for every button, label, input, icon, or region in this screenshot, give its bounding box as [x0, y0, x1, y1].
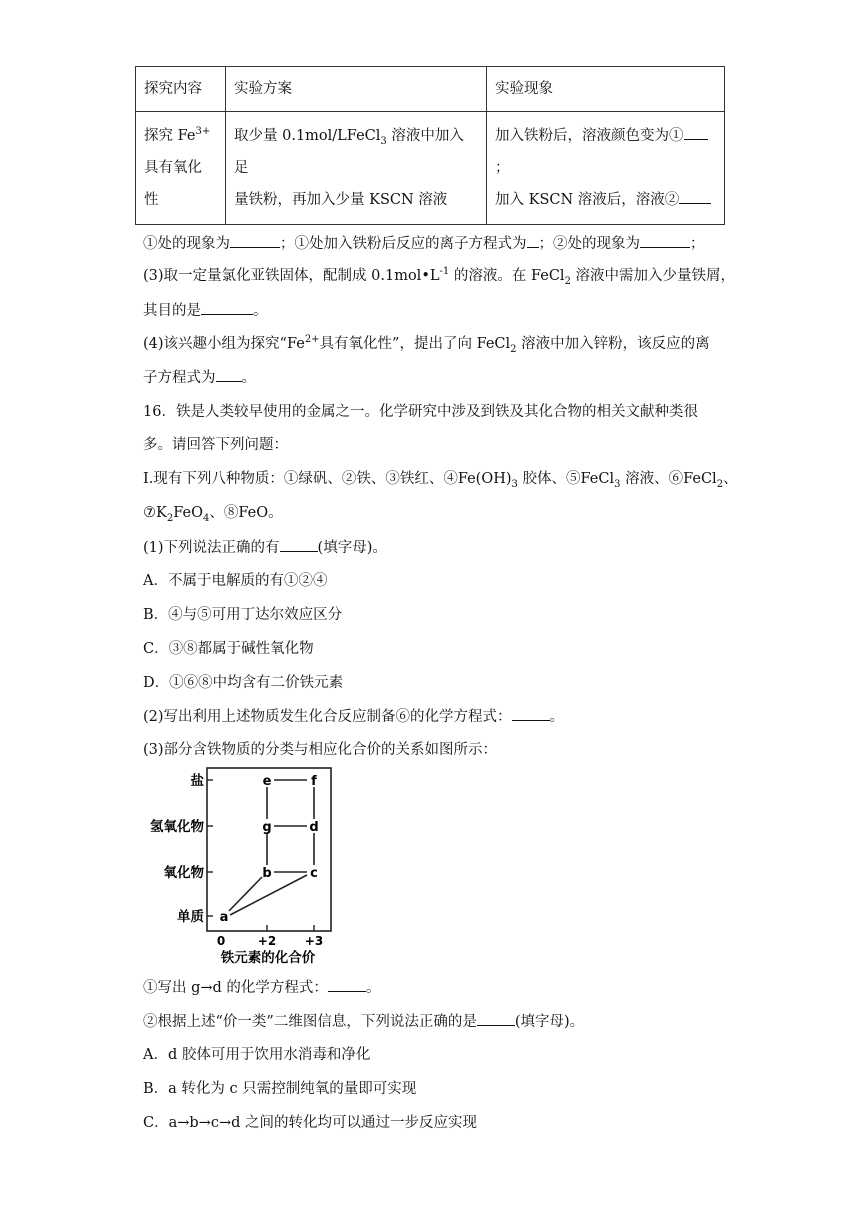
- x-tick-label: +3: [304, 934, 324, 948]
- header-cell: 实验方案: [226, 67, 487, 112]
- text: 、⑧FeO。: [209, 505, 283, 521]
- answer-blank[interactable]: [527, 233, 539, 248]
- option-b: B．④与⑤可用丁达尔效应区分: [143, 607, 343, 623]
- experiment-table: [135, 66, 725, 225]
- subscript: 3: [380, 135, 387, 147]
- answer-blank[interactable]: [280, 537, 318, 552]
- node-a: a: [219, 910, 229, 925]
- text: ①写出 g→d 的化学方程式：: [143, 980, 328, 996]
- text: (4)该兴趣小组为探究“Fe: [143, 336, 305, 352]
- plan-cell: [226, 112, 487, 225]
- answer-blank[interactable]: [230, 233, 280, 248]
- question-16-title: 16．铁是人类较早使用的金属之一。化学研究中涉及到铁及其化合物的相关文献种类很: [143, 404, 698, 420]
- text: 子方程式为: [143, 370, 216, 386]
- text: ；①处加入铁粉后反应的离子方程式为: [280, 236, 527, 252]
- content-text: 探究 Fe: [144, 128, 196, 144]
- text: 、: [723, 471, 738, 487]
- node-g: g: [262, 820, 272, 835]
- subscript: 3: [614, 478, 621, 490]
- answer-blank[interactable]: [684, 125, 708, 140]
- text: (填字母)。: [514, 1014, 585, 1030]
- text: ；: [690, 236, 705, 252]
- question-line: [143, 1011, 584, 1032]
- subscript: 2: [716, 478, 724, 490]
- text: ②根据上述“价一类”二维图信息，下列说法正确的是: [143, 1014, 477, 1030]
- node-b: b: [262, 866, 272, 881]
- text: ；②处的现象为: [538, 236, 640, 252]
- plan-text: 量铁粉，再加入少量 KSCN 溶液: [234, 192, 448, 208]
- table-header-row: [136, 67, 725, 112]
- question-line: [143, 233, 705, 254]
- phenomenon-text: 加入 KSCN 溶液后，溶液②: [495, 192, 680, 208]
- text: 。: [365, 980, 381, 996]
- text: (填字母)。: [317, 540, 387, 556]
- x-tick-label: +2: [257, 934, 277, 948]
- node-c: c: [310, 866, 318, 881]
- connection-lines: [229, 780, 314, 915]
- content-cell: [136, 112, 226, 225]
- text: 。: [253, 303, 268, 319]
- question-line: 多。请回答下列问题：: [143, 437, 288, 453]
- subscript: 4: [202, 512, 210, 524]
- text: (3)取一定量氯化亚铁固体，配制成 0.1mol•L: [143, 268, 440, 284]
- option-a: A．不属于电解质的有①②④: [143, 573, 328, 589]
- answer-blank[interactable]: [512, 706, 550, 721]
- content-text: 性: [144, 192, 159, 208]
- text: I.现有下列八种物质：①绿矾、②铁、③铁红、④Fe(OH): [143, 471, 512, 487]
- node-d: d: [309, 820, 319, 835]
- text: 溶液中加入锌粉，该反应的离: [516, 336, 710, 352]
- subscript: 2: [166, 512, 174, 524]
- answer-blank[interactable]: [216, 367, 242, 382]
- header-cell: 实验现象: [487, 67, 725, 112]
- text: 其目的是: [143, 303, 201, 319]
- text: 溶液中需加入少量铁屑，: [570, 268, 736, 284]
- header-cell: 探究内容: [136, 67, 226, 112]
- answer-blank[interactable]: [477, 1011, 515, 1026]
- text: (2)写出利用上述物质发生化合反应制备⑥的化学方程式：: [143, 709, 512, 725]
- plan-text: 溶液中加入足: [234, 128, 464, 176]
- answer-blank[interactable]: [640, 233, 690, 248]
- text: 。: [241, 370, 256, 386]
- phenomenon-text: ；: [495, 160, 510, 176]
- text: 具有氧化性”，提出了向 FeCl: [319, 336, 511, 352]
- y-label-hydroxide: 氢氧化物: [150, 819, 204, 835]
- subscript: 2: [564, 275, 571, 287]
- text: 。: [549, 709, 565, 725]
- node-f: f: [311, 774, 317, 789]
- phenomenon-cell: [487, 112, 725, 225]
- subscript: 2: [510, 343, 517, 355]
- question-line: [143, 334, 710, 354]
- option-c: C．③⑧都属于碱性氧化物: [143, 641, 314, 657]
- question-line: [143, 537, 387, 558]
- text: ⑦K: [143, 505, 167, 521]
- subscript: 3: [511, 478, 518, 490]
- plan-text: 取少量 0.1mol/LFeCl: [234, 128, 381, 144]
- question-line: [143, 503, 283, 523]
- option-d: D．①⑥⑧中均含有二价铁元素: [143, 675, 344, 691]
- phenomenon-text: 加入铁粉后，溶液颜色变为①: [495, 128, 684, 144]
- question-line: [143, 367, 256, 388]
- option-a: A．d 胶体可用于饮用水消毒和净化: [143, 1047, 371, 1063]
- x-axis-title: 铁元素的化合价: [220, 950, 316, 966]
- answer-blank[interactable]: [679, 189, 711, 204]
- question-line: [143, 706, 564, 727]
- answer-blank[interactable]: [328, 977, 366, 992]
- question-line: [143, 977, 380, 998]
- diagram-frame: [207, 768, 331, 931]
- answer-blank[interactable]: [201, 300, 253, 315]
- y-label-element: 单质: [177, 909, 204, 925]
- text: (1)下列说法正确的有: [143, 540, 280, 556]
- y-label-oxide: 氧化物: [163, 865, 204, 881]
- text: FeO: [173, 505, 203, 521]
- text: 胶体、⑤FeCl: [517, 471, 615, 487]
- text: 溶液、⑥FeCl: [620, 471, 717, 487]
- content-text: 具有氧化: [144, 160, 202, 176]
- table-row: [136, 112, 725, 225]
- x-tick-label: 0: [216, 934, 226, 948]
- text: 的溶液。在 FeCl: [449, 268, 565, 284]
- node-e: e: [262, 774, 272, 789]
- superscript: -1: [439, 266, 450, 278]
- question-line: [143, 300, 268, 321]
- question-line: [143, 469, 738, 489]
- y-label-salt: 盐: [190, 773, 204, 789]
- question-line: (3)部分含铁物质的分类与相应化合价的关系如图所示：: [143, 742, 498, 758]
- question-line: [143, 266, 735, 286]
- superscript: 3+: [195, 126, 211, 138]
- valence-class-diagram: [135, 764, 345, 970]
- superscript: 2+: [304, 334, 320, 346]
- option-c: C．a→b→c→d 之间的转化均可以通过一步反应实现: [143, 1115, 477, 1131]
- text: ①处的现象为: [143, 236, 230, 252]
- option-b: B．a 转化为 c 只需控制纯氧的量即可实现: [143, 1081, 417, 1097]
